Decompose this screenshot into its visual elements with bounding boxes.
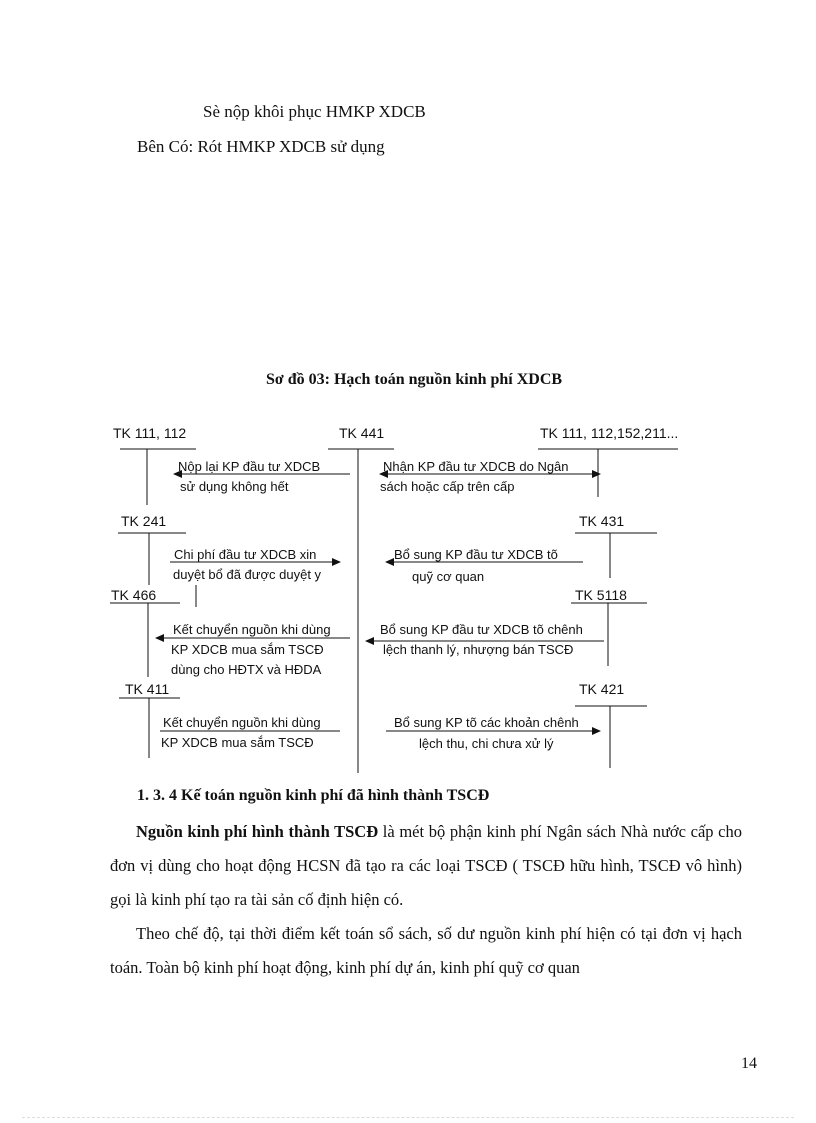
- paragraph-2: Theo chế độ, tại thời điểm kết toán sổ sách, số dư nguồn kinh phí hiện có tại đơn vị hạch toán. Toàn bộ kinh phí hoạt động, kinh phí dự án, kinh phí quỹ cơ quan: [110, 924, 742, 977]
- account-tk411: TK 411: [125, 681, 170, 697]
- account-tk111-multi: TK 111, 112,152,211...: [540, 425, 679, 441]
- arrow-label-7-line2: KP XDCB mua sắm TSCĐ: [161, 735, 314, 750]
- arrow-label-1-line2: sử dụng không hết: [180, 479, 289, 494]
- arrow-label-5-line2: KP XDCB mua sắm TSCĐ: [171, 642, 324, 657]
- section-heading: 1. 3. 4 Kế toán nguồn kinh phí đã hình thành TSCĐ: [137, 787, 490, 804]
- arrow-label-5-line3: dùng cho HĐTX và HĐDA: [171, 662, 322, 677]
- arrow-label-6-line2: lệch thanh lý, nhượng bán TSCĐ: [383, 642, 574, 657]
- arrow-label-2-line2: sách hoặc cấp trên cấp: [380, 479, 515, 494]
- paragraph-1-rest: là mét bộ phận kinh phí Ngân sách Nhà nước cấp cho đơn vị dùng cho hoạt động HCSN đã tạo ra các loại TSCĐ ( TSCĐ hữu hình, TSCĐ vô hình) gọi là kinh phí tạo ra tài sản cố định hiện có.: [110, 822, 742, 909]
- arrow-label-2-line1: Nhận KP đầu tư XDCB do Ngân: [383, 459, 569, 474]
- arrow-label-4-line1: Bổ sung KP đầu tư XDCB tõ: [394, 547, 558, 562]
- paragraph-1-bold: Nguồn kinh phí hình thành TSCĐ: [136, 822, 379, 841]
- arrow-label-4-line2: quỹ cơ quan: [412, 569, 485, 584]
- body-text: [110, 815, 742, 985]
- paragraph-1: [110, 815, 742, 917]
- arrow-label-1-line1: Nộp lại KP đầu tư XDCB: [178, 459, 321, 474]
- account-tk431: TK 431: [579, 513, 625, 529]
- account-tk5118: TK 5118: [575, 587, 627, 603]
- page-number: 14: [741, 1055, 757, 1072]
- arrow-label-7-line1: Kết chuyển nguồn khi dùng: [163, 715, 321, 730]
- account-tk466: TK 466: [111, 587, 157, 603]
- account-tk421: TK 421: [579, 681, 625, 697]
- arrow-label-3-line2: duyệt bổ đã được duyệt y: [173, 567, 322, 582]
- arrow-label-8-line2: lệch thu, chi chưa xử lý: [419, 736, 554, 751]
- account-tk111-112: TK 111, 112: [113, 425, 187, 441]
- account-tk441: TK 441: [339, 425, 385, 441]
- page-bottom-border: [22, 1117, 794, 1118]
- text-line-2: Bên Có: Rót HMKP XDCB sử dụng: [137, 137, 385, 156]
- diagram-title: Sơ đồ 03: Hạch toán nguồn kinh phí XDCB: [266, 371, 563, 388]
- account-tk241: TK 241: [121, 513, 167, 529]
- arrow-label-5-line1: Kết chuyển nguồn khi dùng: [173, 622, 331, 637]
- text-line-1: Sè nộp khôi phục HMKP XDCB: [203, 102, 426, 121]
- arrow-label-3-line1: Chi phí đầu tư XDCB xin: [174, 547, 317, 562]
- arrow-label-8-line1: Bổ sung KP tõ các khoản chênh: [394, 715, 579, 730]
- arrow-label-6-line1: Bổ sung KP đầu tư XDCB tõ chênh: [380, 622, 583, 637]
